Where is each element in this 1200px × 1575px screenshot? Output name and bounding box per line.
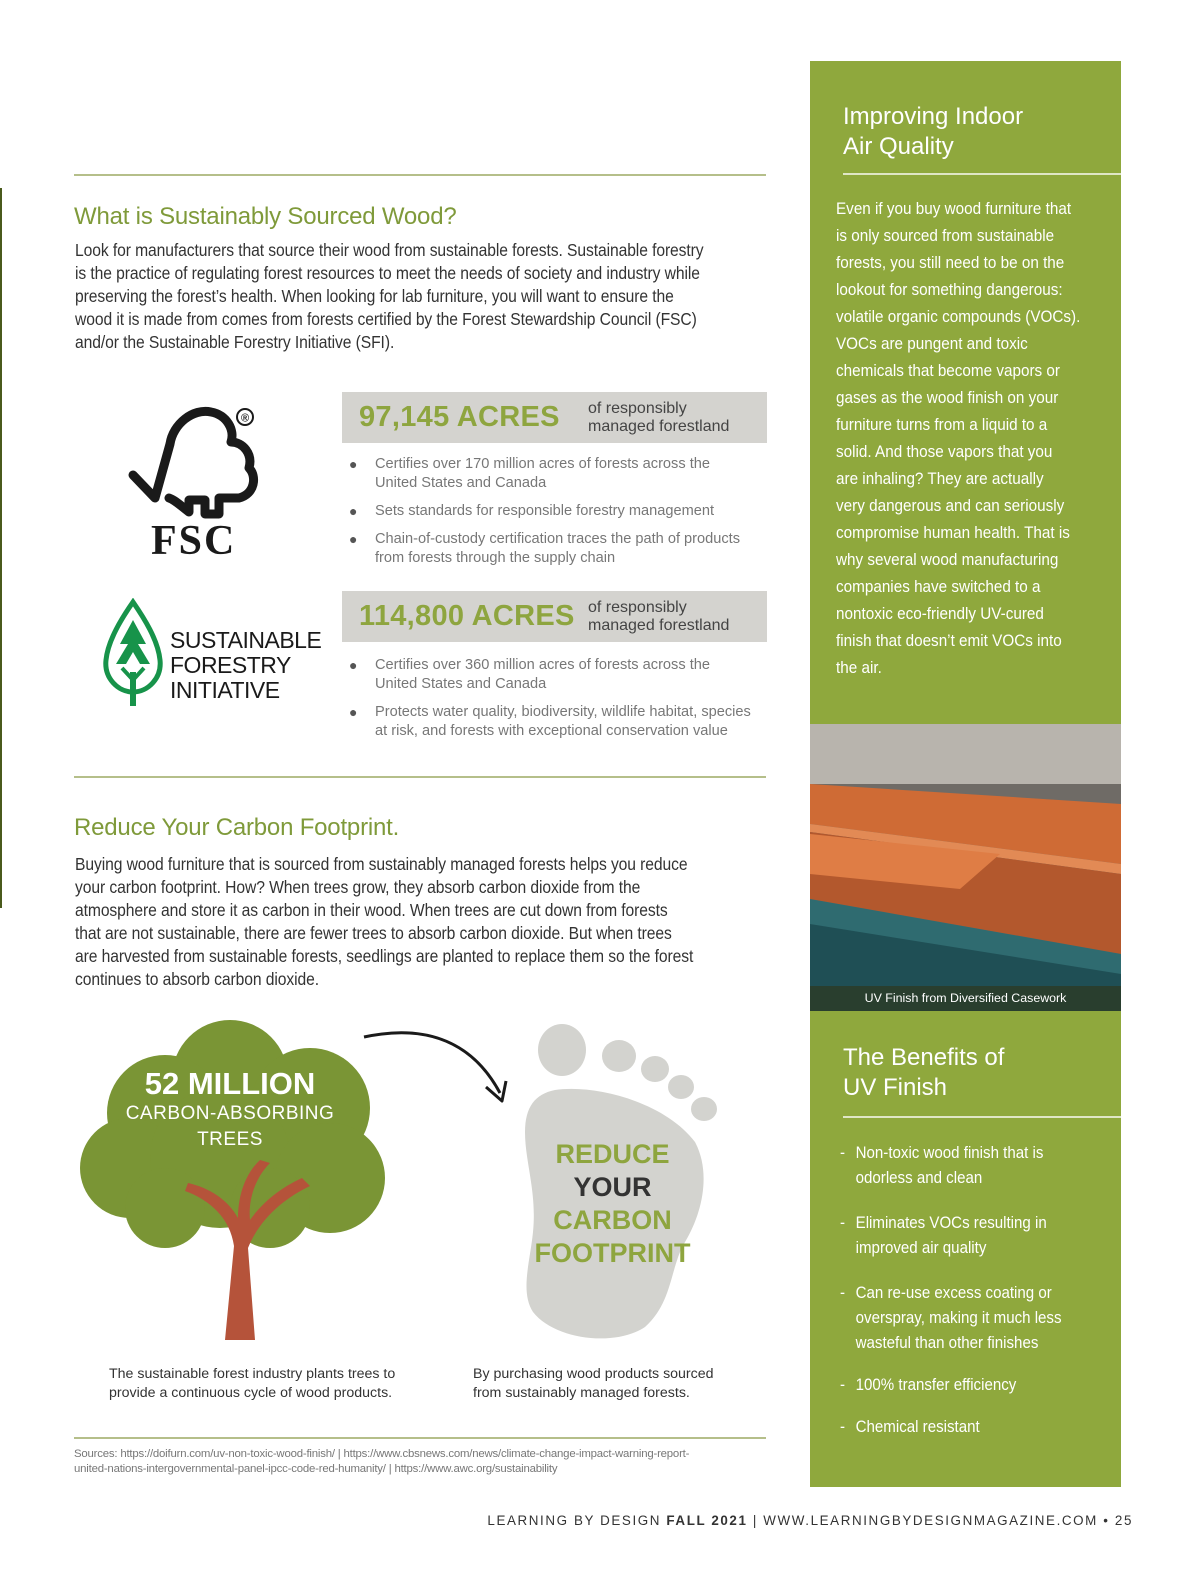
bullet-icon: ● <box>349 503 358 519</box>
fsc-logo-text: FSC <box>151 518 237 564</box>
sidebar-body-line: very dangerous and can seriously <box>836 496 1065 515</box>
page-number: 25 <box>1114 1513 1133 1528</box>
footprint-text-line: FOOTPRINT <box>534 1238 691 1268</box>
website-link[interactable]: WWW.LEARNINGBYDESIGNMAGAZINE.COM <box>763 1513 1098 1528</box>
sfi-logo-text <box>170 628 321 703</box>
heading-line: Improving Indoor <box>843 103 1024 130</box>
uv-finish-photo <box>810 724 1121 1011</box>
issue-name: FALL 2021 <box>666 1513 748 1528</box>
sidebar-body-line: VOCs are pungent and toxic <box>836 334 1028 353</box>
photo-caption: UV Finish from Diversified Casework <box>864 991 1067 1005</box>
footprint-text-line: YOUR <box>573 1172 652 1202</box>
body-line: are harvested from sustainable forests, seedlings are planted to replace them so the forest <box>75 946 694 966</box>
body-line: continues to absorb carbon dioxide. <box>75 969 319 989</box>
sidebar-body-line: why several wood manufacturing <box>836 550 1059 569</box>
list-item: ● Certifies over 170 million acres of forests across the United States and Canada <box>349 456 710 491</box>
divider <box>74 174 766 176</box>
body-line: that are not sustainable, there are fewer trees to absorb carbon dioxide. But when trees <box>75 923 672 943</box>
footprint-text-line: REDUCE <box>555 1139 670 1169</box>
magazine-name: LEARNING BY DESIGN <box>487 1513 662 1528</box>
stat-label-line: managed forestland <box>588 418 730 435</box>
section-heading-carbon-footprint: Reduce Your Carbon Footprint. <box>74 814 400 841</box>
sidebar-body-line: companies have switched to a <box>836 577 1041 596</box>
heading-line: Air Quality <box>843 133 954 160</box>
tree-stat-number: 52 MILLION <box>144 1066 316 1101</box>
list-item: ● Protects water quality, biodiversity, wildlife habitat, species at risk, and forests with exceptional conservation value <box>349 704 751 739</box>
dash-icon: - <box>840 1376 846 1394</box>
stat-label-line: of responsibly <box>588 400 687 417</box>
sidebar-body-line: forests, you still need to be on the <box>836 253 1065 272</box>
sidebar-divider <box>843 173 1121 175</box>
caption-line: The sustainable forest industry plants trees to <box>109 1366 396 1382</box>
page-footer <box>487 1513 1133 1528</box>
sources <box>74 1447 689 1477</box>
list-item: - Chemical resistant <box>840 1415 1088 1440</box>
edge-mark <box>0 188 2 908</box>
sources-line: Sources: https://doifurn.com/uv-non-toxic-wood-finish/ | https://www.cbsnews.com/news/climate-change-impact-warning-report- <box>74 1448 690 1460</box>
footer-bullet: • <box>1103 1513 1110 1528</box>
footer-separator: | <box>752 1513 758 1528</box>
sidebar-body-line: Even if you buy wood furniture that <box>836 199 1072 218</box>
bullet-icon: ● <box>349 704 358 720</box>
list-item: ● Chain-of-custody certification traces the path of products from forests through the supply chain <box>349 531 741 566</box>
divider <box>74 776 766 778</box>
fsc-bullet-list <box>346 455 776 577</box>
dash-icon: - <box>840 1214 846 1232</box>
footprint-text <box>515 1138 710 1270</box>
heading-line: UV Finish <box>843 1074 948 1101</box>
benefits-list <box>840 1141 1088 1440</box>
caption-line: provide a continuous cycle of wood products. <box>109 1385 393 1401</box>
list-item: - Can re-use excess coating or overspray, making it much less wasteful than other finishes <box>840 1281 1088 1356</box>
sfi-stat-label <box>588 599 729 635</box>
tree-stat-line: TREES <box>197 1129 263 1150</box>
dash-icon: - <box>840 1284 846 1302</box>
tree-illustration <box>70 1018 400 1343</box>
tree-stat-line: CARBON-ABSORBING <box>125 1103 335 1124</box>
bullet-icon: ● <box>349 657 358 673</box>
sidebar-body-line: are inhaling? They are actually <box>836 469 1044 488</box>
body-line: atmosphere and store it as carbon in their wood. When trees are cut down from forests <box>75 900 668 920</box>
stat-label-line: of responsibly <box>588 599 687 616</box>
curved-arrow-icon <box>360 1025 520 1110</box>
body-line: Buying wood furniture that is sourced from sustainably managed forests helps you reduce <box>75 854 688 874</box>
sources-line: united-nations-intergovernmental-panel-ipcc-code-red-humanity/ | https://www.awc.org/sustainability <box>74 1463 558 1475</box>
dash-icon: - <box>840 1418 846 1436</box>
tree-caption <box>109 1365 395 1403</box>
sidebar-body-line: furniture turns from a liquid to a <box>836 415 1048 434</box>
body-line: Look for manufacturers that source their wood from sustainable forests. Sustainable forestry <box>75 240 704 260</box>
sidebar-body-line: the air. <box>836 658 882 677</box>
body-line: is the practice of regulating forest resources to meet the needs of society and industry while <box>75 263 700 283</box>
sidebar-body-line: lookout for something dangerous: <box>836 280 1063 299</box>
fsc-stat-box <box>342 392 767 443</box>
sidebar-heading-uv-benefits <box>843 1043 1004 1103</box>
bullet-icon: ● <box>349 456 358 472</box>
body-line: wood it is made from comes from forests certified by the Forest Stewardship Council (FSC) <box>75 309 697 329</box>
sidebar-heading-air-quality <box>843 102 1023 162</box>
caption-line: from sustainably managed forests. <box>473 1385 690 1401</box>
body-line: preserving the forest’s health. When looking for lab furniture, you will want to ensure the <box>75 286 674 306</box>
sidebar-body-line: finish that doesn’t emit VOCs into <box>836 631 1062 650</box>
sidebar-body-line: compromise human health. That is <box>836 523 1070 542</box>
section-body-sustainable-wood <box>75 239 704 354</box>
sfi-stat-value: 114,800 ACRES <box>359 600 575 632</box>
sidebar-body <box>836 195 1084 681</box>
list-item: ● Certifies over 360 million acres of forests across the United States and Canada <box>349 657 710 692</box>
logo-line: INITIATIVE <box>170 677 280 703</box>
fsc-stat-label <box>588 400 729 436</box>
list-item: - Non-toxic wood finish that is odorless and clean <box>840 1141 1088 1191</box>
fsc-logo <box>125 402 265 562</box>
divider <box>74 1437 766 1439</box>
list-item: - Eliminates VOCs resulting in improved air quality <box>840 1211 1088 1261</box>
sidebar-body-line: chemicals that become vapors or <box>836 361 1061 380</box>
footprint-caption <box>473 1365 714 1403</box>
sfi-stat-box <box>342 591 767 642</box>
sidebar-divider <box>843 1116 1121 1118</box>
fsc-stat-value: 97,145 ACRES <box>359 401 560 433</box>
sfi-tree-icon <box>100 598 166 713</box>
bullet-icon: ● <box>349 531 358 547</box>
heading-line: The Benefits of <box>843 1044 1005 1071</box>
registered-mark: ® <box>240 412 250 425</box>
sidebar-body-line: volatile organic compounds (VOCs). <box>836 307 1081 326</box>
body-line: your carbon footprint. How? When trees grow, they absorb carbon dioxide from the <box>75 877 641 897</box>
list-item: ● Sets standards for responsible forestry management <box>349 503 715 519</box>
logo-line: FORESTRY <box>170 652 291 678</box>
sidebar-body-line: is only sourced from sustainable <box>836 226 1055 245</box>
sidebar-body-line: nontoxic eco-friendly UV-cured <box>836 604 1044 623</box>
section-heading-sustainable-wood: What is Sustainably Sourced Wood? <box>74 203 457 230</box>
dash-icon: - <box>840 1144 846 1162</box>
sidebar <box>810 61 1121 1487</box>
footprint-illustration <box>515 1022 735 1342</box>
logo-line: SUSTAINABLE <box>170 627 322 653</box>
sidebar-body-line: gases as the wood finish on your <box>836 388 1059 407</box>
body-line: and/or the Sustainable Forestry Initiative (SFI). <box>75 332 395 352</box>
sfi-logo <box>100 598 320 713</box>
list-item: - 100% transfer efficiency <box>840 1373 1088 1398</box>
stat-label-line: managed forestland <box>588 617 730 634</box>
section-body-carbon-footprint <box>75 853 693 991</box>
footprint-text-line: CARBON <box>553 1205 672 1235</box>
sidebar-body-line: solid. And those vapors that you <box>836 442 1053 461</box>
sfi-bullet-list <box>346 656 776 750</box>
caption-line: By purchasing wood products sourced <box>473 1366 714 1382</box>
